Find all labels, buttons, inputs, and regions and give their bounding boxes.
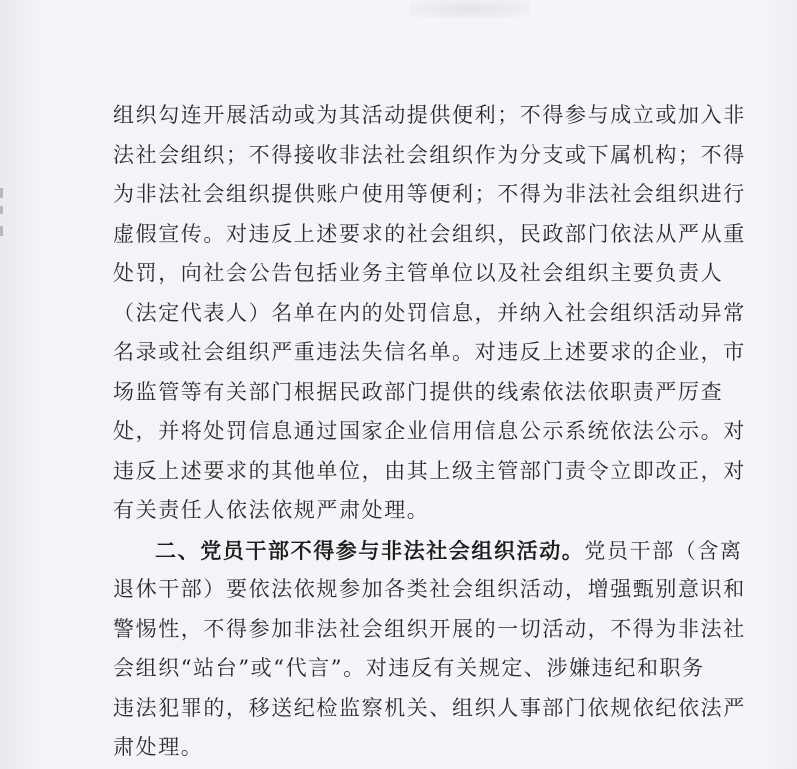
text-line: 处罚，向社会公告包括业务主管单位以及社会组织主要负责人 — [113, 261, 724, 285]
section-2-heading: 二、党员干部不得参与非法社会组织活动。 — [155, 537, 585, 563]
text-line: 肃处理。 — [113, 735, 204, 759]
document-body — [113, 96, 746, 768]
section-2-first-line-text: 党员干部（含离 — [584, 538, 743, 563]
text-line: 违反上述要求的其他单位，由其上级主管部门责令立即改正，对 — [113, 458, 746, 483]
text-line: 会组织“站台”或“代言”。对违反有关规定、涉嫌违纪和职务 — [113, 656, 705, 680]
text-line: 名录或社会组织严重违法失信名单。对违反上述要求的企业，市 — [113, 340, 746, 364]
text-line: 退休干部）要依法依规参加各类社会组织活动，增强甄别意识和 — [113, 577, 746, 601]
text-line: 组织勾连开展活动或为其活动提供便利；不得参与成立或加入非 — [113, 103, 746, 127]
text-line: 处，并将处罚信息通过国家企业信用信息公示系统依法公示。对 — [113, 419, 746, 443]
text-line: 违法犯罪的，移送纪检监察机关、组织人事部门依规依纪依法严 — [113, 695, 746, 720]
text-line: 场监管等有关部门根据民政部门提供的线索依法依职责严厉查 — [113, 379, 724, 404]
text-line: 法社会组织；不得接收非法社会组织作为分支或下属机构；不得 — [113, 142, 746, 167]
scan-smudge — [410, 0, 530, 18]
scan-edge-mark — [0, 226, 3, 236]
text-line: 警惕性，不得参加非法社会组织开展的一切活动，不得为非法社 — [113, 616, 746, 641]
scan-edge-mark — [0, 206, 3, 214]
text-line: 虚假宣传。对违反上述要求的社会组织，民政部门依法从严从重 — [113, 221, 746, 246]
text-line: 有关责任人依法依规严肃处理。 — [113, 498, 430, 522]
section-2-first-line — [113, 531, 743, 571]
text-line: （法定代表人）名单在内的处罚信息，并纳入社会组织活动异常 — [113, 300, 746, 325]
text-line: 为非法社会组织提供账户使用等便利；不得为非法社会组织进行 — [113, 182, 746, 206]
scan-edge-mark — [0, 188, 3, 198]
